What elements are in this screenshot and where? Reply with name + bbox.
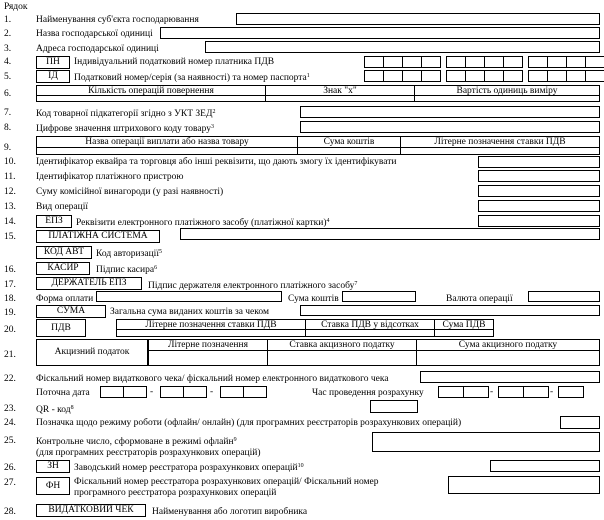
currency-label: Валюта операції [446, 294, 513, 304]
rows-header: Рядок [4, 2, 28, 12]
digit-cell [364, 70, 384, 82]
commission-field [478, 185, 600, 197]
x-sign-header: Знак "х" [265, 85, 415, 96]
row-number: 23. [4, 404, 16, 414]
date-digit-cell [220, 386, 244, 398]
time-digit-cell [523, 386, 549, 398]
row-number: 4. [4, 57, 12, 67]
tag-id: ІД [36, 70, 70, 83]
time-digit-cell [438, 386, 464, 398]
date-digit-cell [100, 386, 124, 398]
row-number: 2. [4, 29, 12, 39]
digit-cell [364, 56, 384, 68]
mode-mark-label: Позначка щодо режиму роботи (офлайн/ онлайн) (для програмних реєстраторів розрахункових операцій) [36, 418, 462, 428]
digit-cell [484, 56, 504, 68]
tag-pn: ПН [36, 56, 70, 69]
subject-name-label: Найменування суб'єкта господарювання [36, 15, 199, 25]
vat-letter-col-cell [116, 329, 306, 337]
fiscal-receipt-label: Фіскальний номер видаткового чека/ фіскальний номер електронного видаткового чека [36, 374, 389, 384]
commission-label: Суму комісійної винагороди (у разі наявності) [36, 187, 224, 197]
digit-cell [421, 70, 441, 82]
row-number: 24. [4, 418, 16, 428]
vat-rate-col-cell [305, 329, 435, 337]
serial-number-field [490, 460, 600, 472]
time-digit-cell [498, 386, 524, 398]
date-digit-cell [243, 386, 267, 398]
amount-field [342, 291, 416, 302]
control-number-note: (для програмних реєстраторів розрахункових операцій) [36, 448, 261, 458]
row-number: 6. [4, 89, 12, 99]
vat-amount-col-header: Сума ПДВ [434, 319, 494, 330]
returns-count-cell [36, 95, 266, 102]
operation-name-header: Назва операції виплати або назва товару [36, 136, 298, 148]
date-digit-cell [160, 386, 184, 398]
payment-device-field [478, 170, 600, 182]
unit-cost-cell [414, 95, 600, 102]
digit-cell [465, 56, 485, 68]
vat-letter-cell [400, 147, 600, 155]
subject-name-field [236, 13, 600, 25]
operation-type-label: Вид операції [36, 202, 89, 212]
qr-code-label: QR - код$^8$ [36, 405, 74, 415]
tag-cardholder: ДЕРЖАТЕЛЬ ЕПЗ [36, 277, 142, 290]
time-dash: - [490, 387, 494, 397]
calc-time-label: Час проведення розрахунку [312, 388, 424, 398]
date-digit-cell [123, 386, 147, 398]
date-dash: - [210, 387, 214, 397]
unit-cost-header: Вартість одиниць виміру [414, 85, 600, 96]
amount-cell [297, 147, 401, 155]
fiscal-number-field [448, 476, 600, 494]
row-number: 19. [4, 308, 16, 318]
epz-field [478, 215, 600, 227]
digit-cell [402, 70, 422, 82]
amount-header: Сума коштів [297, 136, 401, 148]
cashier-signature-label: Підпис касира$^6$ [96, 265, 158, 275]
payment-form-field [96, 291, 282, 302]
row-number: 9. [4, 143, 12, 153]
operation-type-field [478, 200, 600, 212]
row-number: 18. [4, 294, 16, 304]
digit-cell [528, 56, 548, 68]
time-digit-cell [463, 386, 489, 398]
excise-rate-header: Ставка акцизного податку [267, 339, 417, 351]
excise-amount-cell [416, 350, 600, 366]
row-number: 14. [4, 217, 16, 227]
tag-auth-code: КОД АВТ [36, 246, 92, 259]
tag-vat: ПДВ [36, 319, 86, 337]
digit-cell [566, 56, 586, 68]
row-number: 16. [4, 265, 16, 275]
digit-cell [585, 56, 604, 68]
acquirer-label: Ідентифікатор еквайра та торговця або інші реквізити, що дають змогу їх ідентифікувати [36, 157, 397, 167]
excise-amount-header: Сума акцизного податку [416, 339, 600, 351]
row-number: 1. [4, 15, 12, 25]
currency-field [528, 291, 600, 302]
tag-epz: ЕПЗ [36, 215, 72, 228]
control-number-field [372, 432, 600, 452]
row-number: 7. [4, 108, 12, 118]
row-number: 10. [4, 157, 16, 167]
uktzed-label: Код товарної підкатегорії згідно з УКТ ЗЕД$^2$ [36, 109, 216, 119]
row-number: 12. [4, 187, 16, 197]
row-number: 21. [4, 350, 16, 360]
returns-count-header: Кількість операцій повернення [36, 85, 266, 96]
digit-cell [446, 56, 466, 68]
row-number: 22. [4, 374, 16, 384]
row-number: 20. [4, 325, 16, 335]
payment-system-field [180, 228, 600, 240]
amount-label: Сума коштів [288, 294, 339, 304]
digit-cell [566, 70, 586, 82]
tag-receipt: ВИДАТКОВИЙ ЧЕК [36, 504, 146, 517]
digit-cell [585, 70, 604, 82]
payment-device-label: Ідентифікатор платіжного пристрою [36, 172, 184, 182]
row-number: 11. [4, 172, 16, 182]
tag-sum: СУМА [36, 305, 106, 318]
digit-cell [421, 56, 441, 68]
tag-cashier: КАСИР [36, 262, 90, 275]
tag-excise: Акцизний податок [36, 339, 148, 366]
row-number: 3. [4, 44, 12, 54]
epz-label: Реквізити електронного платіжного засобу (платіжної картки)$^4$ [76, 218, 330, 228]
total-sum-field [300, 305, 600, 316]
tax-id-label: Податковий номер/серія (за наявності) та номер паспорта$^1$ [74, 73, 310, 83]
acquirer-field [478, 156, 600, 168]
fiscal-number-label-2: програмного реєстратора розрахункових операцій [74, 488, 277, 498]
excise-letter-cell [148, 350, 268, 366]
fiscal-receipt-field [420, 371, 600, 383]
digit-cell [484, 70, 504, 82]
row-number: 25. [4, 436, 16, 446]
date-dash: - [150, 387, 154, 397]
digit-cell [446, 70, 466, 82]
auth-code-label: Код авторизації$^5$ [96, 249, 162, 259]
digit-cell [547, 70, 567, 82]
unit-address-label: Адреса господарської одиниці [36, 44, 159, 54]
serial-number-label: Заводський номер реєстратора розрахункових операцій$^{10}$ [74, 463, 304, 473]
barcode-field [300, 121, 600, 133]
barcode-label: Цифрове значення штрихового коду товару$^3$ [36, 124, 215, 134]
digit-cell [503, 56, 523, 68]
row-number: 15. [4, 232, 16, 242]
digit-cell [528, 70, 548, 82]
date-digit-cell [183, 386, 207, 398]
operation-name-cell [36, 147, 298, 155]
unit-address-field [205, 41, 600, 53]
total-sum-label: Загальна сума виданих коштів за чеком [110, 307, 269, 317]
time-dash: - [550, 387, 554, 397]
unit-name-label: Назва господарської одиниці [36, 29, 153, 39]
tag-payment-system: ПЛАТІЖНА СИСТЕМА [36, 230, 160, 243]
vat-payer-label: Індивідуальний податковий номер платника ПДВ [74, 57, 275, 67]
excise-letter-header: Літерне позначення [148, 339, 268, 351]
cardholder-signature-label: Підпис держателя електронного платіжного засобу$^7$ [148, 281, 358, 291]
payment-form-label: Форма оплати [36, 294, 94, 304]
vat-letter-header: Літерне позначення ставки ПДВ [400, 136, 600, 148]
row-number: 8. [4, 123, 12, 133]
fiscal-number-label: Фіскальний номер реєстратора розрахункових операцій/ Фіскальний номер [74, 477, 379, 487]
digit-cell [547, 56, 567, 68]
row-number: 5. [4, 72, 12, 82]
qr-code-field [370, 400, 418, 413]
mode-mark-field [560, 416, 600, 429]
digit-cell [503, 70, 523, 82]
digit-cell [383, 56, 403, 68]
digit-cell [402, 56, 422, 68]
current-date-label: Поточна дата [36, 388, 90, 398]
tag-zn: ЗН [36, 460, 70, 473]
unit-name-field [160, 27, 600, 39]
row-number: 27. [4, 478, 16, 488]
tag-fn: ФН [36, 477, 70, 495]
x-sign-cell [265, 95, 415, 102]
time-digit-cell [558, 386, 584, 398]
row-number: 13. [4, 202, 16, 212]
digit-cell [465, 70, 485, 82]
control-number-label: Контрольне число, сформоване в режимі офлайн$^9$ [36, 437, 237, 447]
row-number: 17. [4, 280, 16, 290]
vat-amount-col-cell [434, 329, 494, 337]
row-number: 26. [4, 463, 16, 473]
vat-rate-col-header: Ставка ПДВ у відсотках [305, 319, 435, 330]
digit-cell [383, 70, 403, 82]
manufacturer-label: Найменування або логотип виробника [152, 507, 308, 517]
vat-letter-col-header: Літерне позначення ставки ПДВ [116, 319, 306, 330]
uktzed-field [300, 106, 600, 118]
excise-rate-cell [267, 350, 417, 366]
row-number: 28. [4, 507, 16, 517]
